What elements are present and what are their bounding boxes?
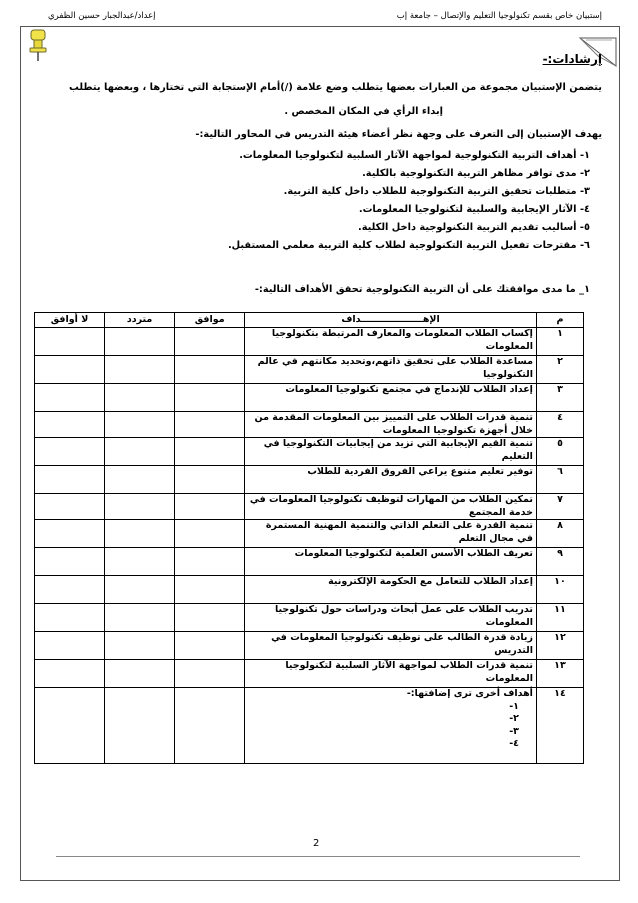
- table-row: [35, 384, 584, 412]
- row-number: ٣: [536, 384, 583, 412]
- disagree-cell[interactable]: [35, 438, 105, 466]
- agree-cell[interactable]: [175, 632, 245, 660]
- agree-cell[interactable]: [175, 494, 245, 520]
- page-frame-bottom: [20, 880, 620, 881]
- table-row: [35, 412, 584, 438]
- agree-cell[interactable]: [175, 384, 245, 412]
- agree-cell[interactable]: [175, 548, 245, 576]
- row-number: ٩: [536, 548, 583, 576]
- neutral-cell[interactable]: [105, 688, 175, 764]
- table-row: [35, 632, 584, 660]
- row-statement: إعداد الطلاب للإندماج في مجتمع تكنولوجيا المعلومات: [245, 384, 537, 412]
- disagree-cell[interactable]: [35, 384, 105, 412]
- agree-cell[interactable]: [175, 412, 245, 438]
- row-statement: تنمية القدرة على التعلم الذاتي والتنمية المهنية المستمرة في مجال التعلم: [245, 520, 537, 548]
- row-number: ١٤: [536, 688, 583, 764]
- table-header-row: [35, 313, 584, 328]
- row-number: ١٢: [536, 632, 583, 660]
- instructions-title: إرشادات:-: [542, 52, 602, 66]
- agree-cell[interactable]: [175, 688, 245, 764]
- agree-cell[interactable]: [175, 660, 245, 688]
- neutral-cell[interactable]: [105, 466, 175, 494]
- other-goal-line: ٤-: [509, 738, 519, 749]
- disagree-cell[interactable]: [35, 356, 105, 384]
- agree-cell[interactable]: [175, 328, 245, 356]
- disagree-cell[interactable]: [35, 548, 105, 576]
- survey-question: ١_ ما مدى موافقتك على أن التربية التكنولوجية تحقق الأهداف التالية:-: [254, 284, 590, 295]
- axis-item: ٣- متطلبات تحقيق التربية التكنولوجية للطلاب داخل كلية التربية.: [283, 186, 590, 197]
- table-row: [35, 356, 584, 384]
- disagree-cell[interactable]: [35, 632, 105, 660]
- row-number: ١٣: [536, 660, 583, 688]
- neutral-cell[interactable]: [105, 632, 175, 660]
- neutral-cell[interactable]: [105, 384, 175, 412]
- row-statement: تنمية القيم الإيجابية التي تزيد من إيجابيات التكنولوجيا في التعليم: [245, 438, 537, 466]
- instructions-line-3: يهدف الإستبيان إلى التعرف على وجهة نظر أعضاء هيئة التدريس في المحاور التالية:-: [195, 129, 602, 140]
- neutral-cell[interactable]: [105, 548, 175, 576]
- disagree-cell[interactable]: [35, 412, 105, 438]
- neutral-cell[interactable]: [105, 576, 175, 604]
- pushpin-icon: [28, 28, 48, 62]
- table-row: [35, 466, 584, 494]
- axis-item: ١- أهداف التربية التكنولوجية لمواجهة الآثار السلبية لتكنولوجيا المعلومات.: [239, 150, 590, 161]
- table-row: [35, 494, 584, 520]
- row-statement: تنمية قدرات الطلاب لمواجهة الآثار السلبية لتكنولوجيا المعلومات: [245, 660, 537, 688]
- row-statement: تنمية قدرات الطلاب على التمييز بين المعلومات المقدمة من خلال أجهزة تكنولوجيا المعلومات: [245, 412, 537, 438]
- header-neutral: متردد: [105, 313, 175, 328]
- other-goals-cell[interactable]: [245, 688, 537, 764]
- axis-item: ٥- أساليب تقديم التربية التكنولوجية داخل الكلية.: [357, 222, 590, 233]
- axis-item: ٦- مقترحات تفعيل التربية التكنولوجية لطلاب كلية التربية معلمي المستقبل.: [227, 240, 590, 251]
- axis-item: ٤- الآثار الإيجابية والسلبية لتكنولوجيا المعلومات.: [358, 204, 590, 215]
- disagree-cell[interactable]: [35, 520, 105, 548]
- header-disagree: لا أوافق: [35, 313, 105, 328]
- header-number: م: [536, 313, 583, 328]
- row-number: ٧: [536, 494, 583, 520]
- header-title: إستبيان خاص بقسم تكنولوجيا التعليم والإتصال – جامعة إب: [396, 11, 602, 21]
- agree-cell[interactable]: [175, 520, 245, 548]
- table-row: [35, 438, 584, 466]
- instructions-line-2: إبداء الرأي في المكان المخصص .: [284, 106, 443, 117]
- agree-cell[interactable]: [175, 438, 245, 466]
- axis-item: ٢- مدى توافر مظاهر التربية التكنولوجية بالكلية.: [362, 168, 590, 179]
- neutral-cell[interactable]: [105, 328, 175, 356]
- page-number: 2: [313, 838, 320, 849]
- agree-cell[interactable]: [175, 356, 245, 384]
- row-statement: تدريب الطلاب على عمل أبحاث ودراسات حول تكنولوجيا المعلومات: [245, 604, 537, 632]
- footer-divider: [56, 856, 580, 857]
- disagree-cell[interactable]: [35, 328, 105, 356]
- page-frame-left: [20, 26, 21, 880]
- disagree-cell[interactable]: [35, 576, 105, 604]
- neutral-cell[interactable]: [105, 520, 175, 548]
- table-row: [35, 328, 584, 356]
- row-number: ١: [536, 328, 583, 356]
- neutral-cell[interactable]: [105, 494, 175, 520]
- neutral-cell[interactable]: [105, 604, 175, 632]
- neutral-cell[interactable]: [105, 412, 175, 438]
- row-statement: تمكين الطلاب من المهارات لتوظيف تكنولوجيا المعلومات في خدمة المجتمع: [245, 494, 537, 520]
- other-goals-label: أهداف أخرى ترى إضافتها:-: [406, 688, 533, 699]
- row-statement: تعريف الطلاب الأسس العلمية لتكنولوجيا المعلومات: [245, 548, 537, 576]
- header-agree: موافق: [175, 313, 245, 328]
- row-number: ٤: [536, 412, 583, 438]
- disagree-cell[interactable]: [35, 688, 105, 764]
- row-number: ٦: [536, 466, 583, 494]
- table-row: [35, 520, 584, 548]
- neutral-cell[interactable]: [105, 356, 175, 384]
- row-number: ٥: [536, 438, 583, 466]
- header-goals: الإهـــــــــــــــــــداف: [245, 313, 537, 328]
- row-number: ١١: [536, 604, 583, 632]
- disagree-cell[interactable]: [35, 466, 105, 494]
- agree-cell[interactable]: [175, 604, 245, 632]
- row-statement: توفير تعليم متنوع يراعي الفروق الفردية للطلاب: [245, 466, 537, 494]
- page-frame-top: [20, 26, 620, 27]
- other-goal-line: ٢-: [509, 713, 519, 724]
- table-row: [35, 576, 584, 604]
- row-statement: زيادة قدرة الطالب على توظيف تكنولوجيا المعلومات في التدريس: [245, 632, 537, 660]
- other-goal-line: ٣-: [509, 725, 519, 737]
- agree-cell[interactable]: [175, 466, 245, 494]
- neutral-cell[interactable]: [105, 438, 175, 466]
- header-author: إعداد/عبدالجبار حسين الظفري: [48, 11, 156, 21]
- survey-table: [34, 312, 584, 764]
- other-goal-line: ١-: [509, 700, 519, 712]
- row-number: ٨: [536, 520, 583, 548]
- table-row: [35, 548, 584, 576]
- row-number: ١٠: [536, 576, 583, 604]
- row-statement: مساعدة الطلاب على تحقيق ذاتهم،وتحديد مكانتهم في عالم التكنولوجيا: [245, 356, 537, 384]
- disagree-cell[interactable]: [35, 494, 105, 520]
- table-row: [35, 604, 584, 632]
- disagree-cell[interactable]: [35, 604, 105, 632]
- neutral-cell[interactable]: [105, 660, 175, 688]
- instructions-line-1: يتضمن الإستبيان مجموعة من العبارات بعضها يتطلب وضع علامة (/)أمام الإستجابة التي تختارها ، وبعضها يتطلب: [69, 82, 602, 93]
- row-statement: إعداد الطلاب للتعامل مع الحكومة الإلكترونية: [245, 576, 537, 604]
- disagree-cell[interactable]: [35, 660, 105, 688]
- row-statement: إكساب الطلاب المعلومات والمعارف المرتبطة بتكنولوجيا المعلومات: [245, 328, 537, 356]
- table-row: [35, 660, 584, 688]
- page-frame-right: [619, 26, 620, 880]
- agree-cell[interactable]: [175, 576, 245, 604]
- table-row-other-goals: [35, 688, 584, 764]
- row-number: ٢: [536, 356, 583, 384]
